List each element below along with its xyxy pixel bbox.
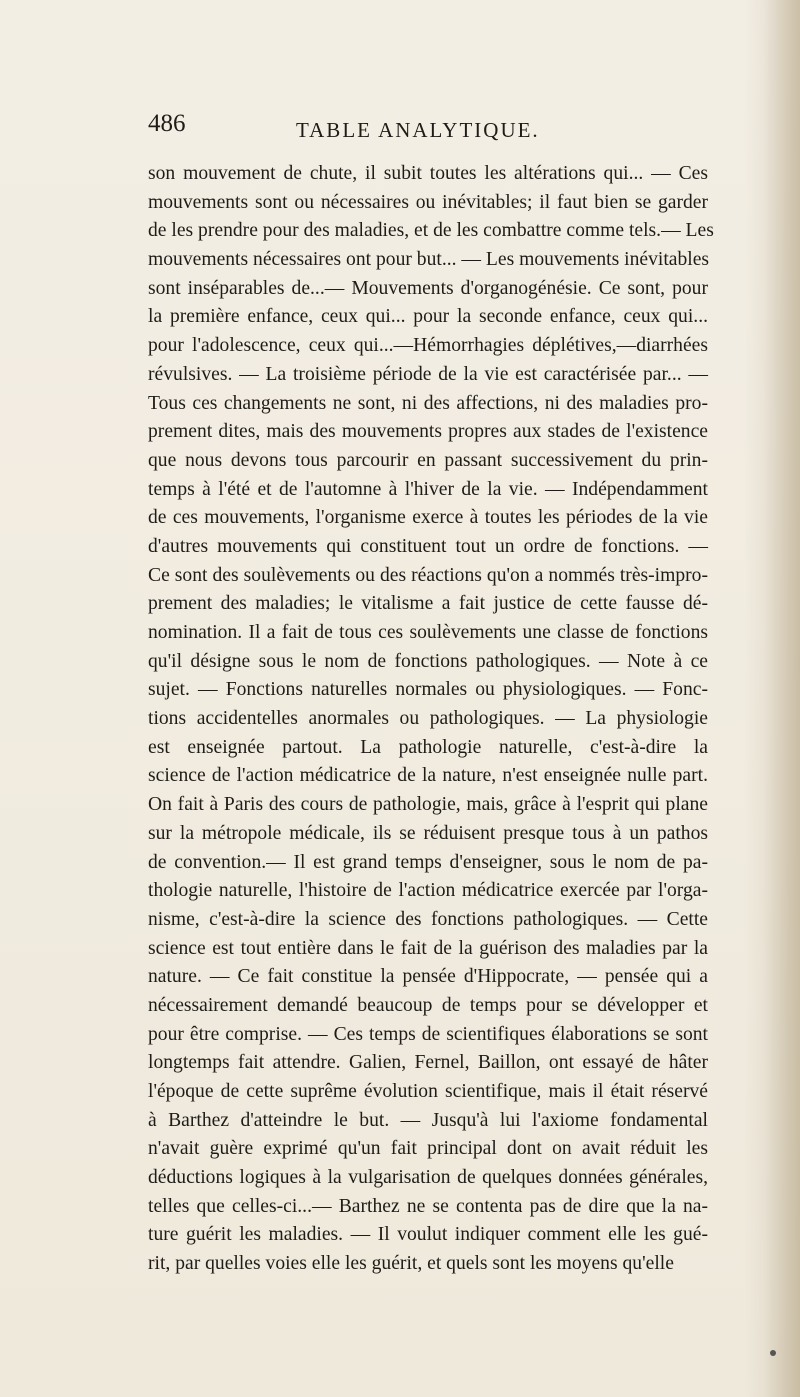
page-number: 486 — [148, 110, 186, 137]
text-line: à Barthez d'atteindre le but. — Jusqu'à lui l'axiome fondamental — [148, 1109, 708, 1131]
page-edge-shadow — [764, 0, 800, 1397]
text-line: prement dites, mais des mouvements propres aux stades de l'existence — [148, 421, 708, 443]
text-line: de ces mouvements, l'organisme exerce à toutes les périodes de la vie — [148, 507, 708, 529]
text-line: On fait à Paris des cours de pathologie, mais, grâce à l'esprit qui plane — [148, 794, 708, 816]
body-text — [148, 160, 714, 1279]
page-header — [148, 110, 708, 150]
text-line: de convention.— Il est grand temps d'enseigner, sous le nom de pa- — [148, 851, 708, 873]
text-line: l'époque de cette suprême évolution scientifique, mais il était réservé — [148, 1081, 708, 1102]
text-line: nomination. Il a fait de tous ces soulèvements une classe de fonctions — [148, 622, 708, 643]
text-line: pour l'adolescence, ceux qui...—Hémorrhagies déplétives,—diarrhées — [148, 335, 708, 357]
text-line: pour être comprise. — Ces temps de scientifiques élaborations se sont — [148, 1023, 708, 1045]
text-line: science de l'action médicatrice de la nature, n'est enseignée nulle part. — [148, 765, 708, 787]
text-line: tions accidentelles anormales ou pathologiques. — La physiologie — [148, 708, 708, 730]
text-line: d'autres mouvements qui constituent tout un ordre de fonctions. — — [148, 535, 708, 557]
text-line: mouvements nécessaires ont pour but... — Les mouvements inévitables — [148, 249, 710, 271]
text-line: temps à l'été et de l'automne à l'hiver de la vie. — Indépendamment — [148, 478, 708, 500]
text-line: que nous devons tous parcourir en passant successivement du prin- — [148, 449, 708, 471]
text-line: est enseignée partout. La pathologie naturelle, c'est-à-dire la — [148, 736, 708, 758]
text-line: ture guérit les maladies. — Il voulut indiquer comment elle les gué- — [148, 1224, 708, 1246]
text-line: nature. — Ce fait constitue la pensée d'Hippocrate, — pensée qui a — [148, 966, 708, 988]
text-line: nisme, c'est-à-dire la science des fonctions pathologiques. — Cette — [148, 908, 708, 930]
text-line: sont inséparables de...— Mouvements d'organogénésie. Ce sont, pour — [148, 277, 708, 299]
text-line: son mouvement de chute, il subit toutes les altérations qui... — Ces — [148, 163, 708, 184]
text-line: telles que celles-ci...— Barthez ne se contenta pas de dire que la na- — [148, 1195, 708, 1217]
text-line: Ce sont des soulèvements ou des réactions qu'on a nommés très-impro- — [148, 564, 708, 586]
text-line: mouvements sont ou nécessaires ou inévitables; il faut bien se garder — [148, 191, 708, 213]
text-line: sujet. — Fonctions naturelles normales ou physiologiques. — Fonc- — [148, 679, 708, 701]
text-line: rit, par quelles voies elle les guérit, et quels sont les moyens qu'elle — [148, 1253, 674, 1275]
text-line: révulsives. — La troisième période de la vie est caractérisée par... — — [148, 363, 708, 385]
text-line: Tous ces changements ne sont, ni des affections, ni des maladies pro- — [148, 392, 708, 414]
ink-spot — [770, 1350, 776, 1356]
running-head: TABLE ANALYTIQUE. — [296, 118, 540, 142]
text-line: n'avait guère exprimé qu'un fait principal dont on avait réduit les — [148, 1138, 708, 1160]
text-line: prement des maladies; le vitalisme a fait justice de cette fausse dé- — [148, 593, 708, 615]
text-line: sur la métropole médicale, ils se réduisent presque tous à un pathos — [148, 822, 708, 844]
text-line: thologie naturelle, l'histoire de l'action médicatrice exercée par l'orga- — [148, 880, 708, 902]
text-line: déductions logiques à la vulgarisation de quelques données générales, — [148, 1167, 708, 1189]
text-line: science est tout entière dans le fait de la guérison des maladies par la — [148, 937, 708, 959]
text-line: la première enfance, ceux qui... pour la seconde enfance, ceux qui... — [148, 306, 708, 328]
text-line: longtemps fait attendre. Galien, Fernel, Baillon, ont essayé de hâter — [148, 1052, 708, 1074]
text-line: nécessairement demandé beaucoup de temps pour se développer et — [148, 994, 708, 1016]
text-line: qu'il désigne sous le nom de fonctions pathologiques. — Note à ce — [148, 650, 708, 672]
text-line: de les prendre pour des maladies, et de les combattre comme tels.— Les — [148, 220, 714, 242]
